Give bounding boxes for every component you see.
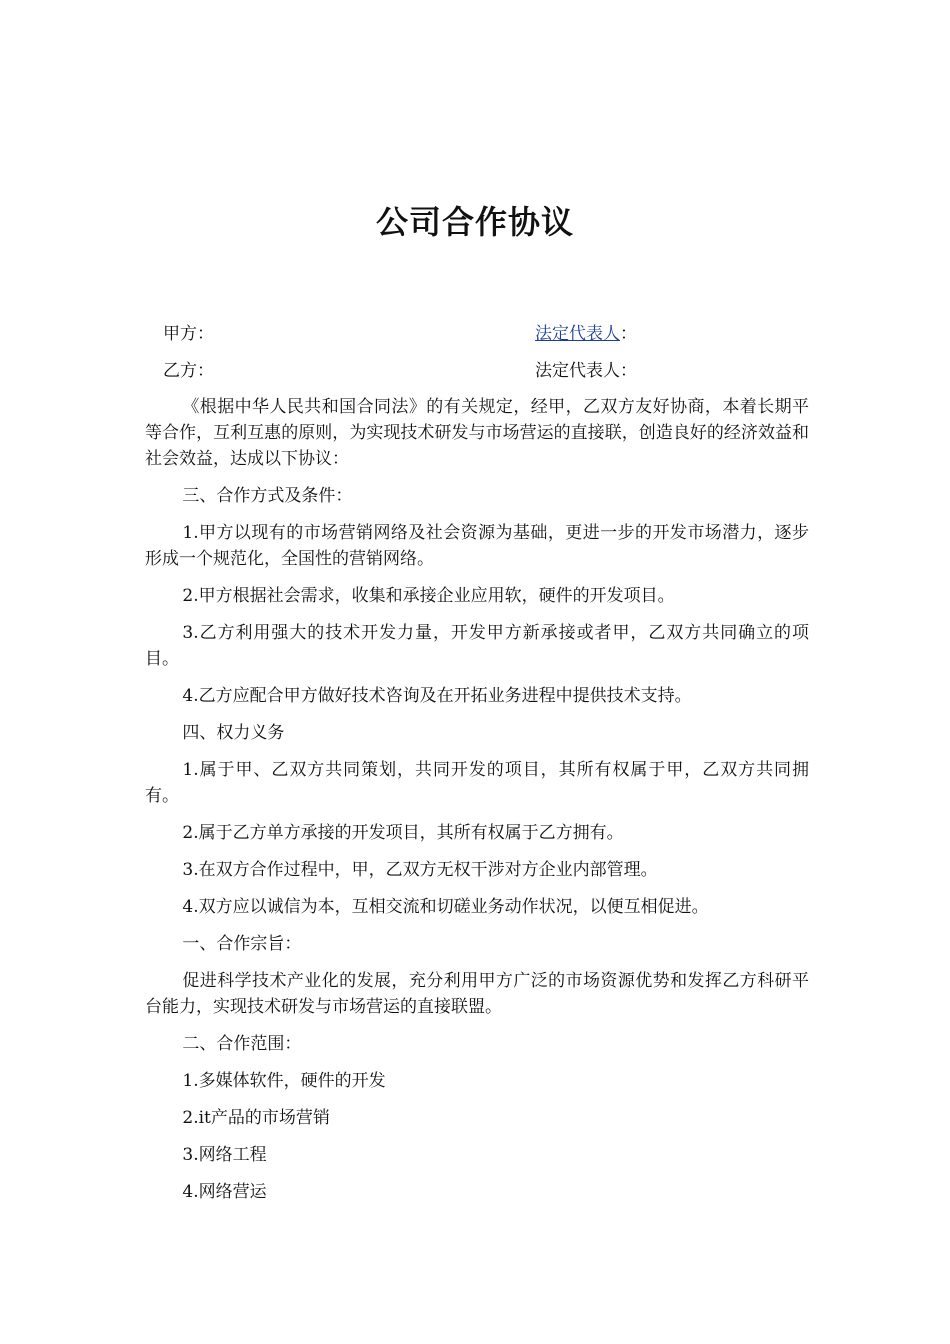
list-item: 4.网络营运	[182, 1182, 267, 1202]
paragraph: 3.乙方利用强大的技术开发力量，开发甲方新承接或者甲，乙双方共同确立的项目。	[145, 623, 809, 669]
party-a-label: 甲方：	[163, 324, 214, 344]
party-b-label: 乙方：	[163, 361, 214, 381]
heading-cooperation-method: 三、合作方式及条件：	[182, 486, 353, 506]
paragraph: 4.乙方应配合甲方做好技术咨询及在开拓业务进程中提供技术支持。	[182, 686, 692, 706]
party-a-rep-colon: ：	[620, 324, 637, 344]
paragraph-preamble: 《根据中华人民共和国合同法》的有关规定，经甲，乙双方友好协商，本着长期平等合作，互利互惠的原则，为实现技术研发与市场营运的直接联，创造良好的经济效益和社会效益，达成以下协议：	[145, 397, 809, 469]
list-item: 2.it产品的市场营销	[182, 1108, 330, 1128]
party-a-row	[0, 321, 950, 347]
legal-representative-link[interactable]: 法定代表人	[535, 324, 620, 344]
party-a-representative	[535, 321, 637, 347]
paragraph: 4.双方应以诚信为本，互相交流和切磋业务动作状况，以便互相促进。	[182, 897, 709, 917]
paragraph: 1.甲方以现有的市场营销网络及社会资源为基础，更进一步的开发市场潜力，逐步形成一个规范化，全国性的营销网络。	[145, 523, 809, 569]
party-b-representative: 法定代表人：	[535, 361, 637, 381]
party-b-row	[0, 358, 950, 384]
paragraph: 1.属于甲、乙双方共同策划，共同开发的项目，其所有权属于甲，乙双方共同拥有。	[145, 760, 809, 806]
paragraph: 3.在双方合作过程中，甲，乙双方无权干涉对方企业内部管理。	[182, 860, 658, 880]
document-body	[145, 394, 809, 1216]
heading-rights-obligations: 四、权力义务	[182, 723, 285, 743]
list-item: 3.网络工程	[182, 1145, 267, 1165]
document-title: 公司合作协议	[375, 203, 574, 241]
list-item: 1.多媒体软件，硬件的开发	[182, 1071, 386, 1091]
heading-cooperation-purpose: 一、合作宗旨：	[182, 934, 302, 954]
paragraph: 2.属于乙方单方承接的开发项目，其所有权属于乙方拥有。	[182, 823, 624, 843]
heading-cooperation-scope: 二、合作范围：	[182, 1034, 302, 1054]
paragraph: 2.甲方根据社会需求，收集和承接企业应用软，硬件的开发项目。	[182, 586, 675, 606]
paragraph: 促进科学技术产业化的发展，充分利用甲方广泛的市场资源优势和发挥乙方科研平台能力，实现技术研发与市场营运的直接联盟。	[145, 971, 809, 1017]
